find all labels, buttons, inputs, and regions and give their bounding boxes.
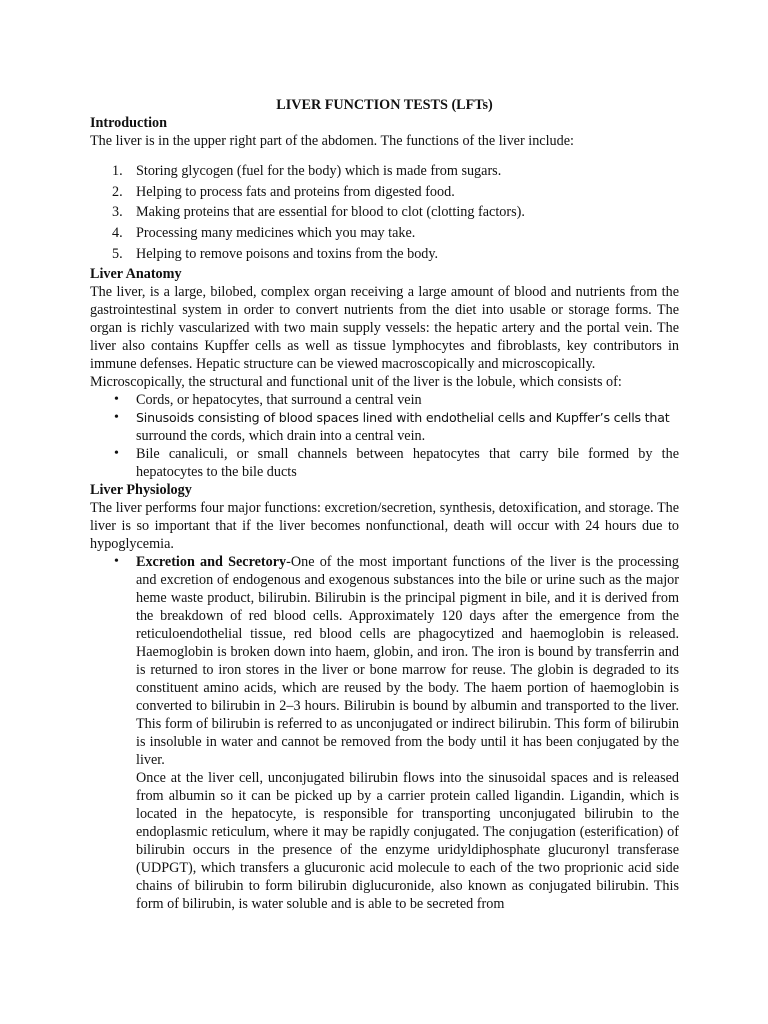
bilirubin-conjugation-paragraph: Once at the liver cell, unconjugated bilirubin flows into the sinusoidal spaces and is released from albumin so it can be picked up by a carrier protein called ligandin. Ligandin, which is located in the hepatocyte, is responsible for transporting unconjugated bilirubin to the endoplasmic reticulum, where it may be rapidly conjugated. The conjugation (esterification) of bilirubin occurs in the presence of the enzyme uridyldiphosphate glucuronyl transferase (UDPGT), which transfers a glucuronic acid molecule to each of the two proprionic acid side chains of bilirubin to form bilirubin diglucuronide, also known as conjugated bilirubin. This form of bilirubin, is water soluble and is able to be secreted from: [136, 770, 679, 913]
bullet-icon: •: [114, 392, 119, 408]
list-item: [90, 183, 679, 201]
anatomy-microscopic-intro: Microscopically, the structural and functional unit of the liver is the lobule, which consists of:: [90, 374, 622, 391]
function-label: Excretion and Secretory: [136, 554, 287, 571]
list-item-text: Making proteins that are essential for blood to clot (clotting factors).: [136, 204, 525, 221]
bullet-icon: •: [114, 446, 119, 462]
list-number: 2.: [112, 183, 123, 200]
bullet-icon: •: [114, 410, 119, 426]
list-item: [90, 203, 679, 221]
list-item: [90, 224, 679, 242]
physiology-paragraph: The liver performs four major functions: excretion/secretion, synthesis, detoxification, and storage. The liver is so important that if the liver becomes nonfunctional, death will occur with 24 hours due to hypoglycemia.: [90, 500, 679, 553]
list-number: 4.: [112, 225, 123, 242]
document-page: [90, 96, 679, 913]
list-item: [90, 245, 679, 263]
list-item-text: Storing glycogen (fuel for the body) which is made from sugars.: [136, 163, 502, 179]
list-number: 1.: [112, 163, 123, 179]
list-item: [90, 445, 679, 481]
list-item: [90, 553, 679, 913]
list-item-text: Sinusoids consisting of blood spaces lined with endothelial cells and Kupffer’s cells that: [136, 410, 670, 426]
list-item-text: Processing many medicines which you may take.: [136, 225, 416, 242]
list-item: [90, 409, 679, 445]
physiology-heading: Liver Physiology: [90, 482, 192, 499]
anatomy-heading: Liver Anatomy: [90, 266, 182, 283]
anatomy-paragraph: The liver, is a large, bilobed, complex organ receiving a large amount of blood and nutrients from the gastrointestinal system in order to convert nutrients from the diet into usable or storage forms. The organ is richly vascularized with two main supply vessels: the hepatic artery and the portal vein. The liver also contains Kupffer cells as well as tissue lymphocytes and fibroblasts, key contributors in immune defenses. Hepatic structure can be viewed macroscopically and microscopically.: [90, 284, 679, 373]
bullet-icon: •: [114, 554, 119, 570]
list-item-text: Helping to process fats and proteins from digested food.: [136, 183, 455, 200]
introduction-heading: Introduction: [90, 115, 167, 131]
physiology-functions-list: [90, 553, 679, 913]
introduction-text: The liver is in the upper right part of the abdomen. The functions of the liver include:: [90, 133, 574, 149]
list-number: 3.: [112, 204, 123, 221]
list-item-text-continued: surround the cords, which drain into a central vein.: [136, 428, 426, 445]
liver-functions-list: [90, 162, 679, 263]
list-item-text: Helping to remove poisons and toxins from the body.: [136, 245, 439, 262]
list-item-text: Cords, or hepatocytes, that surround a central vein: [136, 392, 422, 409]
document-title: LIVER FUNCTION TESTS (LFTs): [276, 97, 493, 113]
list-item: [90, 391, 679, 409]
list-item-text: Bile canaliculi, or small channels between hepatocytes that carry bile formed by the hepatocytes to the bile ducts: [136, 446, 679, 481]
list-item: [90, 162, 679, 180]
list-number: 5.: [112, 245, 123, 262]
function-text: -One of the most important functions of the liver is the processing and excretion of endogenous and exogenous substances into the bile or urine such as the major heme waste product, bilirubin. Bilirubin is the principal pigment in bile, and it is derived from the breakdown of red blood cells. Approximately 120 days after the emergence from the reticuloendothelial tissue, red blood cells are phagocytized and haemoglobin is released. Haemoglobin is broken down into haem, globin, and iron. The iron is bound by transferrin and is returned to iron stores in the liver or bone marrow for reuse. The globin is degraded to its constituent amino acids, which are reused by the body. The haem portion of haemoglobin is converted to bilirubin in 2–3 hours. Bilirubin is bound by albumin and transported to the liver. This form of bilirubin is referred to as unconjugated or indirect bilirubin. This form of bilirubin is insoluble in water and cannot be removed from the body until it has been conjugated by the liver.: [136, 554, 679, 769]
lobule-components-list: [90, 391, 679, 481]
